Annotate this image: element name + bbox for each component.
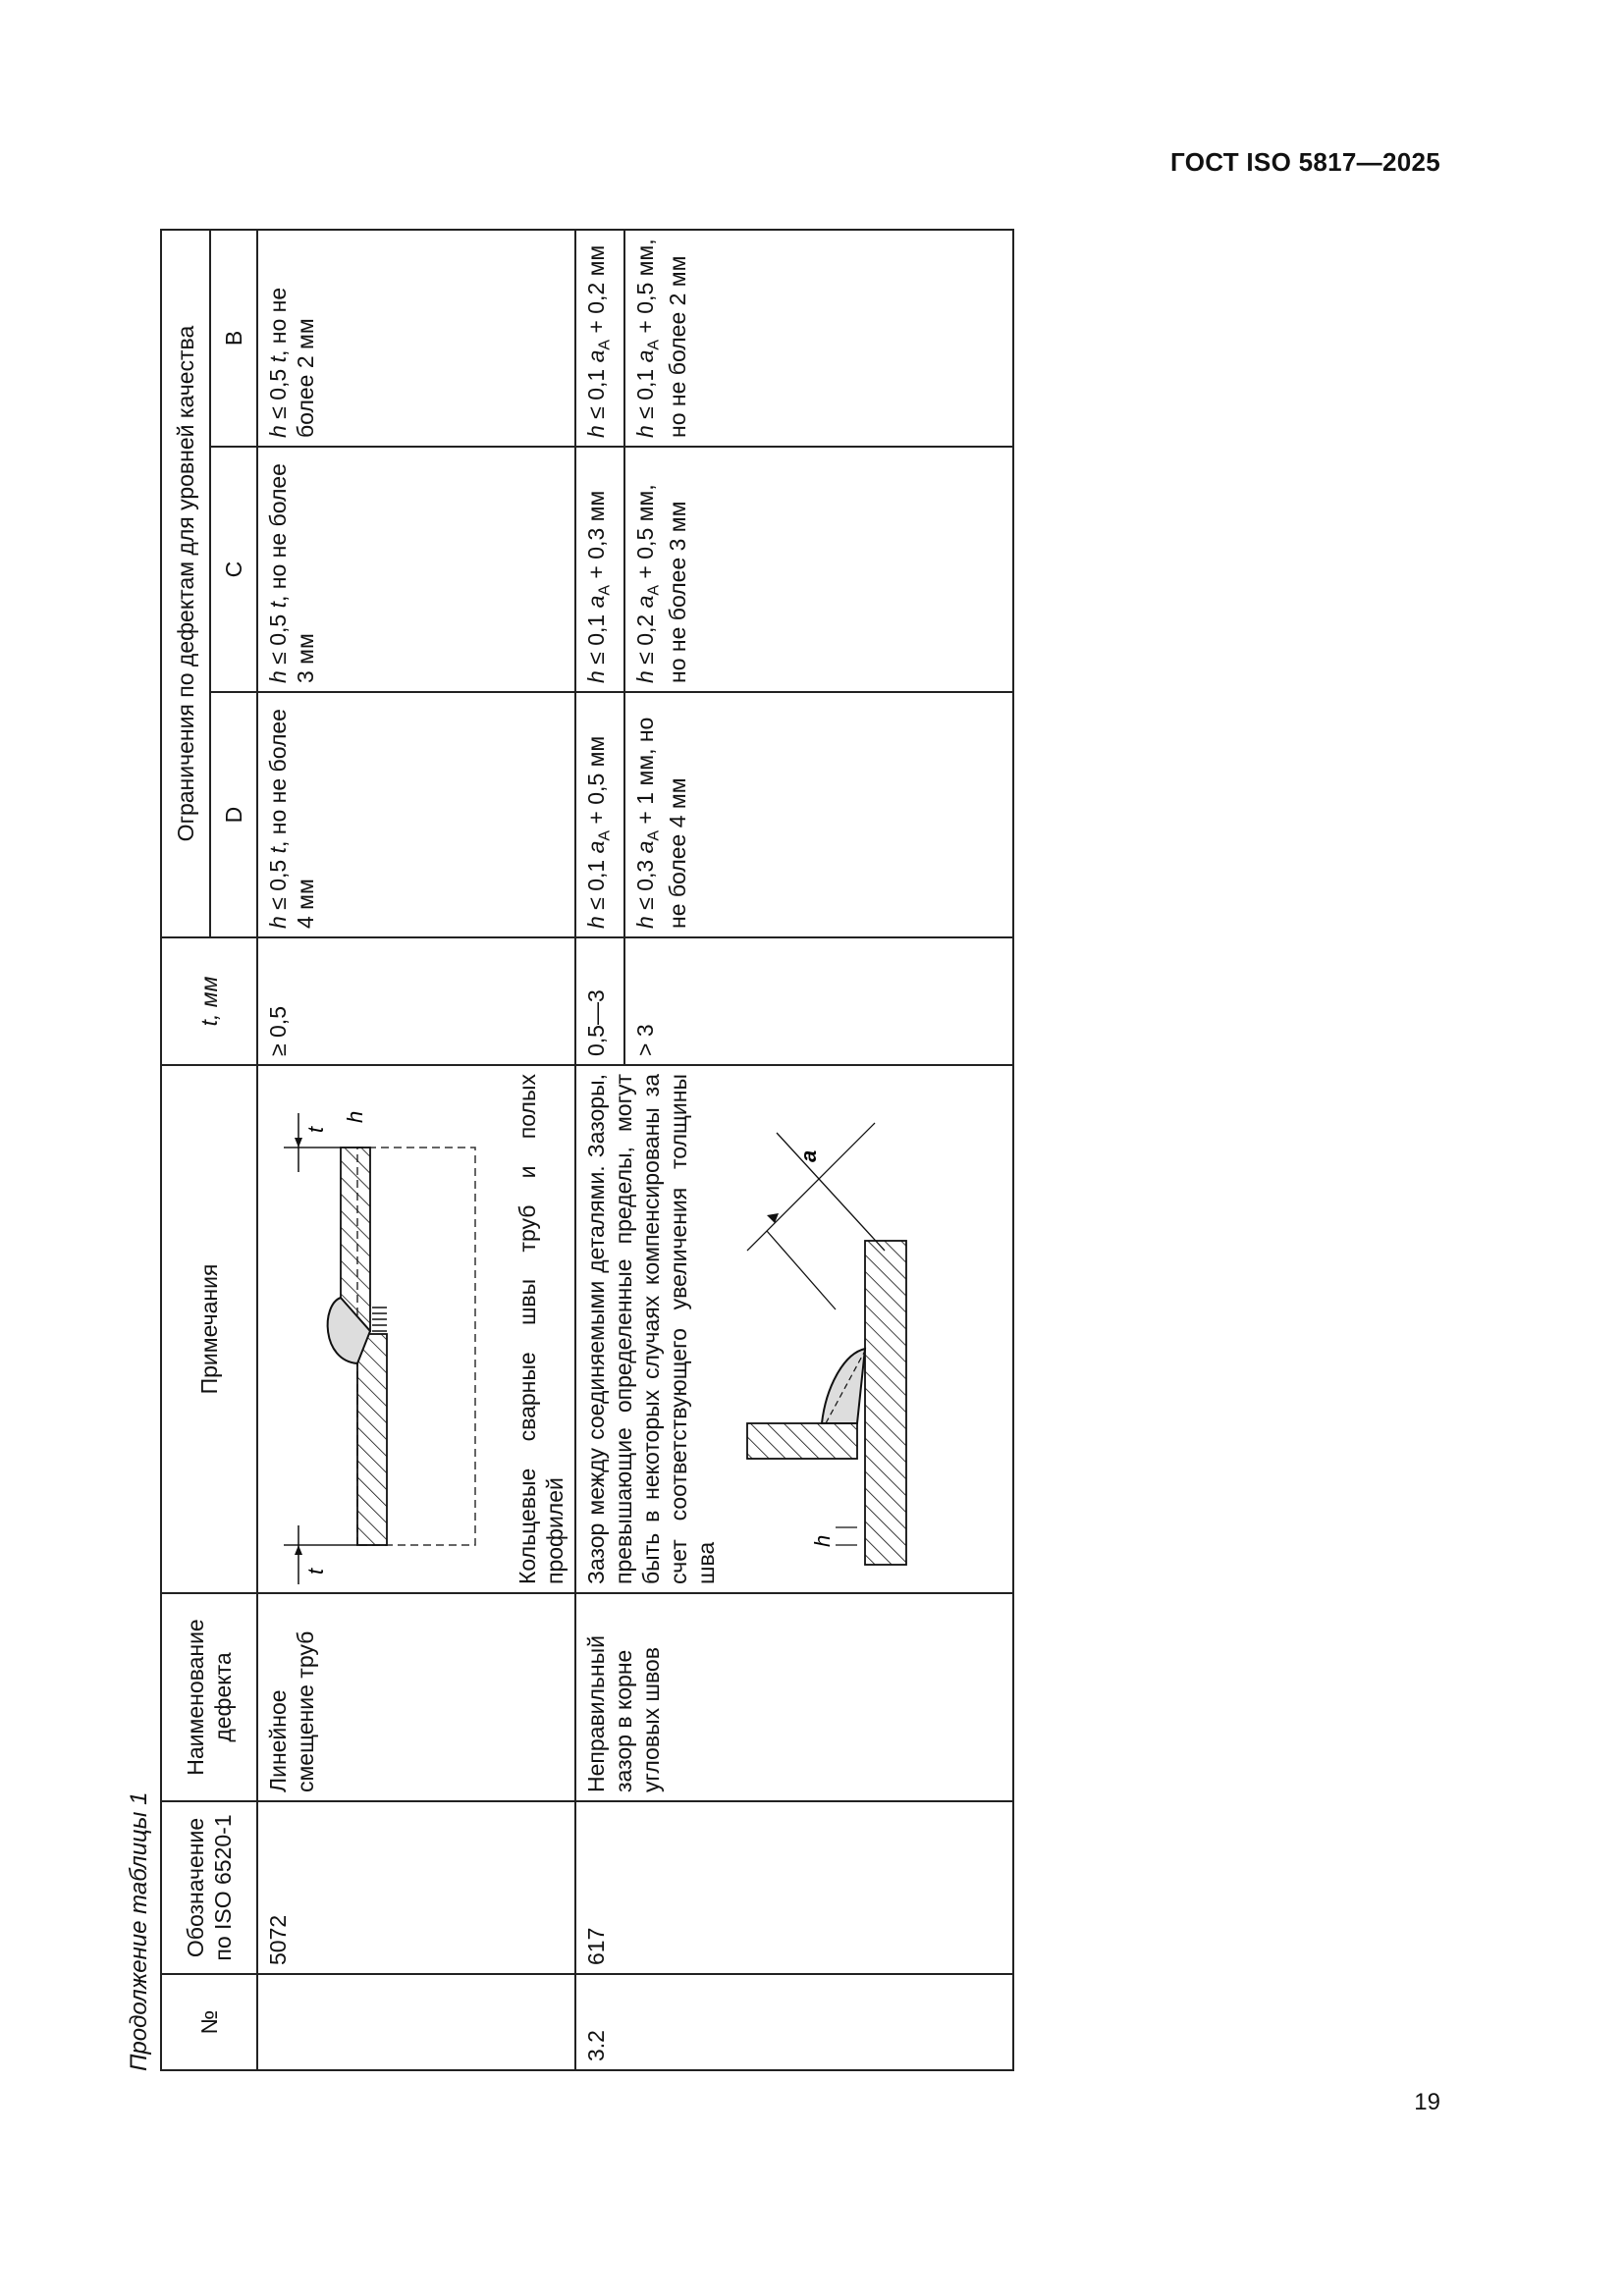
row1-notes bbox=[257, 1065, 575, 1593]
row2-ref: 617 bbox=[575, 1801, 1013, 1974]
row1-num bbox=[257, 1974, 575, 2070]
header-level-b: B bbox=[210, 230, 257, 447]
standard-code: ГОСТ ISO 5817—2025 bbox=[1170, 147, 1440, 177]
header-name: Наименование дефекта bbox=[161, 1593, 257, 1801]
header-notes: Примечания bbox=[161, 1065, 257, 1593]
dim-label-t-right: t bbox=[303, 1126, 328, 1133]
row3-level-c: h ≤ 0,2 $a_A + 0,5$ мм, но не более 3 мм bbox=[624, 447, 1013, 692]
header-t: t, мм bbox=[161, 937, 257, 1065]
row2-name: Неправильный зазор в корне угловых швов bbox=[575, 1593, 1013, 1801]
row3-t: > 3 bbox=[624, 937, 1013, 1065]
rotated-table-wrapper bbox=[160, 231, 997, 2071]
row1-ref: 5072 bbox=[257, 1801, 575, 1974]
row1-t: ≥ 0,5 bbox=[257, 937, 575, 1065]
row1-level-d: h ≤ 0,5 t, но не более 4 мм bbox=[257, 692, 575, 937]
row2-notes bbox=[575, 1065, 1013, 1593]
row3-level-d: h ≤ 0,3 $a_A + 1$ мм, но не более 4 мм bbox=[624, 692, 1013, 937]
dim-label-h-gap: h bbox=[810, 1534, 836, 1547]
row2-num: 3.2 bbox=[575, 1974, 1013, 2070]
row1-level-c: h ≤ 0,5 t, но не более 3 мм bbox=[257, 447, 575, 692]
header-level-d: D bbox=[210, 692, 257, 937]
page-number: 19 bbox=[1414, 2089, 1440, 2115]
header-limits: Ограничения по дефектам для уровней качества bbox=[161, 230, 210, 937]
row1-name: Линейное смещение труб bbox=[257, 1593, 575, 1801]
row1-level-b: h ≤ 0,5 t, но не более 2 мм bbox=[257, 230, 575, 447]
dim-label-t-left: t bbox=[303, 1568, 328, 1575]
fillet-root-gap-sketch bbox=[728, 1074, 924, 1584]
row2-level-d: h ≤ 0,1 $a_A + 0,5$ мм bbox=[575, 692, 624, 937]
row2-note-text: Зазор между соединяемыми деталями. Зазоры, превышающие определенные пределы, могут быть в некоторых случаях компенсированы за счет соответствующего увеличения толщины шва bbox=[583, 1074, 720, 1584]
header-num: № bbox=[161, 1974, 257, 2070]
row1-note-text: Кольцевые сварные швы труб и полых профилей bbox=[514, 1074, 568, 1584]
header-level-c: C bbox=[210, 447, 257, 692]
dim-label-h: h bbox=[343, 1110, 367, 1123]
header-ref: Обозначение по ISO 6520-1 bbox=[161, 1801, 257, 1974]
row2-level-c: h ≤ 0,1 $a_A + 0,3$ мм bbox=[575, 447, 624, 692]
defects-table bbox=[160, 229, 1014, 2071]
table-caption: Продолжение таблицы 1 bbox=[126, 1791, 152, 2071]
row3-level-b: h ≤ 0,1 $a_A + 0,5$ мм, но не более 2 мм bbox=[624, 230, 1013, 447]
row2-t: 0,5—3 bbox=[575, 937, 624, 1065]
row2-level-b: h ≤ 0,1 $a_A + 0,2$ мм bbox=[575, 230, 624, 447]
dim-label-a: a bbox=[796, 1149, 822, 1162]
pipe-misalignment-sketch bbox=[264, 1084, 480, 1584]
